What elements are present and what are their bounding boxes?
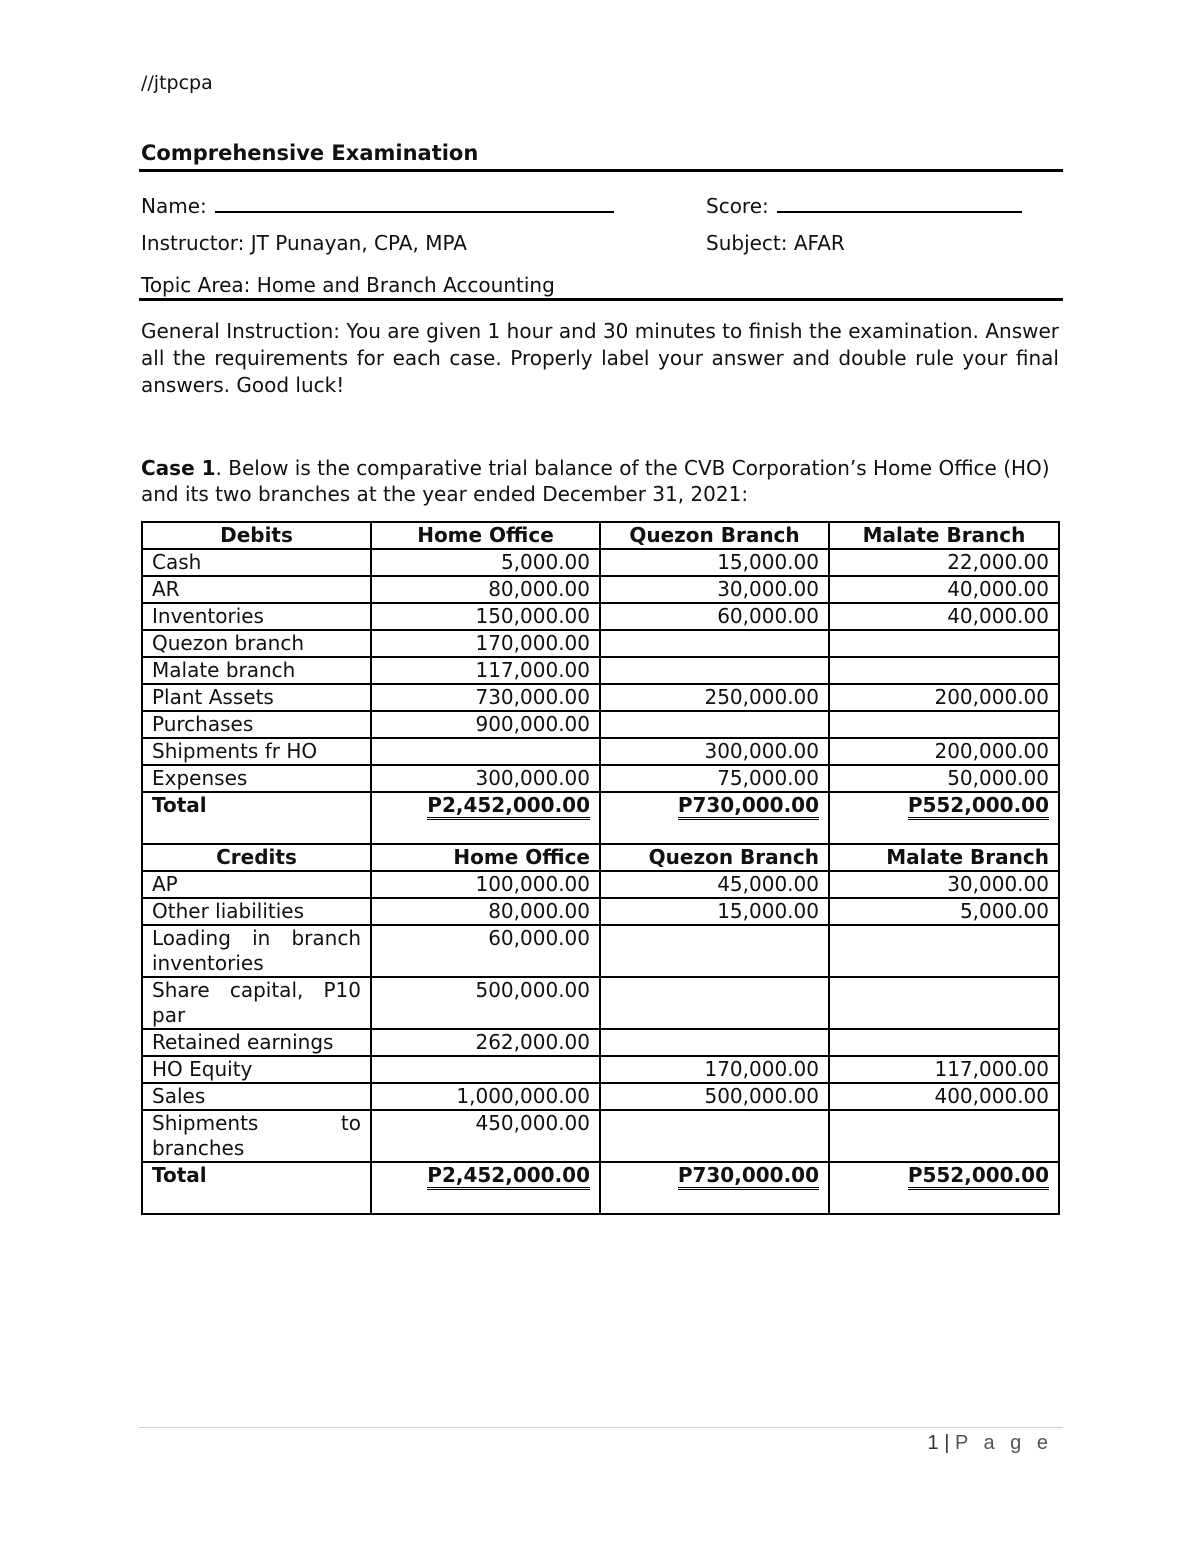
topic-text: Topic Area: Home and Branch Accounting: [141, 273, 555, 297]
row-label-plant-assets: Plant Assets: [142, 684, 371, 711]
amount-cell: 80,000.00: [371, 576, 600, 603]
row-label-expenses: Expenses: [142, 765, 371, 792]
row-label-shipments-to-branches: Shipments to branches: [142, 1110, 371, 1162]
row-label-share-capital-p10-par: Share capital, P10 par: [142, 977, 371, 1029]
table-row: [142, 898, 1059, 925]
row-label-sales: Sales: [142, 1083, 371, 1110]
malate-branch-header: Malate Branch: [829, 522, 1059, 549]
amount-cell: 117,000.00: [829, 1056, 1059, 1083]
amount-cell: [600, 1029, 829, 1056]
amount-cell: [829, 1110, 1059, 1162]
debits-header: Debits: [142, 522, 371, 549]
home-office-header: Home Office: [371, 522, 600, 549]
amount-cell: 40,000.00: [829, 603, 1059, 630]
case-1-intro: [141, 455, 1059, 507]
amount-cell: 5,000.00: [371, 549, 600, 576]
header-rule: [139, 298, 1063, 301]
amount-cell: 730,000.00: [371, 684, 600, 711]
page-number: [928, 1432, 1053, 1455]
amount-cell: 50,000.00: [829, 765, 1059, 792]
amount-cell: 170,000.00: [371, 630, 600, 657]
amount-cell: 60,000.00: [600, 603, 829, 630]
amount-cell: 300,000.00: [600, 738, 829, 765]
table-row: [142, 1029, 1059, 1056]
name-label: Name:: [141, 194, 207, 218]
amount-cell: [600, 1110, 829, 1162]
amount-cell: [829, 977, 1059, 1029]
amount-cell: [829, 925, 1059, 977]
amount-cell: 450,000.00: [371, 1110, 600, 1162]
table-row: [142, 1056, 1059, 1083]
row-label-other-liabilities: Other liabilities: [142, 898, 371, 925]
amount-cell: 200,000.00: [829, 684, 1059, 711]
table-row: [142, 977, 1059, 1029]
title-rule: [139, 169, 1063, 172]
amount-cell: 1,000,000.00: [371, 1083, 600, 1110]
amount-cell: 5,000.00: [829, 898, 1059, 925]
score-label: Score:: [706, 194, 769, 218]
table-row: [142, 711, 1059, 738]
row-label-retained-earnings: Retained earnings: [142, 1029, 371, 1056]
table-row: [142, 603, 1059, 630]
general-instruction: General Instruction: You are given 1 hour and 30 minutes to finish the examination. Answer all the requirements for each case. Properly label your answer and double rule your final answers. Good luck!: [141, 319, 1059, 397]
amount-cell: 30,000.00: [600, 576, 829, 603]
amount-cell: 100,000.00: [371, 871, 600, 898]
total-amount: P552,000.00: [908, 793, 1049, 820]
amount-cell: [829, 657, 1059, 684]
table-row: [142, 657, 1059, 684]
total-amount: P730,000.00: [678, 1163, 819, 1190]
amount-cell: 30,000.00: [829, 871, 1059, 898]
total-amount: P2,452,000.00: [427, 793, 590, 820]
row-label-ar: AR: [142, 576, 371, 603]
trial-balance-table: [141, 521, 1060, 1215]
credit-header-row: [142, 844, 1059, 871]
row-label-inventories: Inventories: [142, 603, 371, 630]
total-amount-cell: [371, 792, 600, 844]
amount-cell: [600, 657, 829, 684]
amount-cell: [600, 977, 829, 1029]
total-label: Total: [142, 792, 371, 844]
amount-cell: 900,000.00: [371, 711, 600, 738]
amount-cell: 75,000.00: [600, 765, 829, 792]
total-amount-cell: [829, 792, 1059, 844]
footer-rule: [139, 1427, 1063, 1428]
amount-cell: 500,000.00: [371, 977, 600, 1029]
page-word: P a g e: [954, 1432, 1053, 1454]
amount-cell: 45,000.00: [600, 871, 829, 898]
quezon-branch-header: Quezon Branch: [600, 844, 829, 871]
amount-cell: [371, 738, 600, 765]
total-amount-cell: [600, 792, 829, 844]
amount-cell: 22,000.00: [829, 549, 1059, 576]
row-label-malate-branch: Malate branch: [142, 657, 371, 684]
score-field: [706, 189, 1022, 218]
exam-title: Comprehensive Examination: [141, 141, 479, 165]
header-mark: //jtpcpa: [141, 72, 213, 94]
amount-cell: [829, 1029, 1059, 1056]
row-label-quezon-branch: Quezon branch: [142, 630, 371, 657]
table-row: [142, 576, 1059, 603]
debit-header-row: [142, 522, 1059, 549]
case-1-text: . Below is the comparative trial balance of the CVB Corporation’s Home Office (HO) and its two branches at the year ended December 31, 2021:: [141, 456, 1050, 506]
amount-cell: [600, 925, 829, 977]
table-row: [142, 738, 1059, 765]
total-amount-cell: [371, 1162, 600, 1214]
total-amount: P730,000.00: [678, 793, 819, 820]
amount-cell: 60,000.00: [371, 925, 600, 977]
row-label-cash: Cash: [142, 549, 371, 576]
table-row: [142, 871, 1059, 898]
row-label-loading-in-branch-inventories: Loading in branch inventories: [142, 925, 371, 977]
total-label: Total: [142, 1162, 371, 1214]
table-row: [142, 684, 1059, 711]
table-row: [142, 630, 1059, 657]
total-amount: P2,452,000.00: [427, 1163, 590, 1190]
amount-cell: 15,000.00: [600, 898, 829, 925]
amount-cell: 400,000.00: [829, 1083, 1059, 1110]
total-row: [142, 792, 1059, 844]
page-separator: |: [944, 1432, 950, 1454]
amount-cell: 117,000.00: [371, 657, 600, 684]
amount-cell: 250,000.00: [600, 684, 829, 711]
amount-cell: 170,000.00: [600, 1056, 829, 1083]
page-number-value: 1: [927, 1432, 939, 1454]
amount-cell: [829, 711, 1059, 738]
name-blank[interactable]: [215, 189, 614, 213]
name-field: [141, 189, 614, 218]
table-row: [142, 925, 1059, 977]
total-amount-cell: [600, 1162, 829, 1214]
total-amount: P552,000.00: [908, 1163, 1049, 1190]
table-row: [142, 765, 1059, 792]
case-1-label: Case 1: [141, 456, 216, 480]
malate-branch-header: Malate Branch: [829, 844, 1059, 871]
home-office-header: Home Office: [371, 844, 600, 871]
amount-cell: [371, 1056, 600, 1083]
amount-cell: 80,000.00: [371, 898, 600, 925]
amount-cell: 500,000.00: [600, 1083, 829, 1110]
amount-cell: 262,000.00: [371, 1029, 600, 1056]
quezon-branch-header: Quezon Branch: [600, 522, 829, 549]
amount-cell: [829, 630, 1059, 657]
row-label-purchases: Purchases: [142, 711, 371, 738]
amount-cell: 300,000.00: [371, 765, 600, 792]
instructor-text: Instructor: JT Punayan, CPA, MPA: [141, 231, 467, 255]
total-row: [142, 1162, 1059, 1214]
row-label-ap: AP: [142, 871, 371, 898]
subject-text: Subject: AFAR: [706, 231, 845, 255]
amount-cell: 15,000.00: [600, 549, 829, 576]
total-amount-cell: [829, 1162, 1059, 1214]
table-row: [142, 1083, 1059, 1110]
amount-cell: [600, 630, 829, 657]
row-label-shipments-fr-ho: Shipments fr HO: [142, 738, 371, 765]
table-row: [142, 1110, 1059, 1162]
amount-cell: 40,000.00: [829, 576, 1059, 603]
amount-cell: 150,000.00: [371, 603, 600, 630]
amount-cell: [600, 711, 829, 738]
row-label-ho-equity: HO Equity: [142, 1056, 371, 1083]
credits-header: Credits: [142, 844, 371, 871]
amount-cell: 200,000.00: [829, 738, 1059, 765]
score-blank[interactable]: [777, 189, 1022, 213]
table-row: [142, 549, 1059, 576]
